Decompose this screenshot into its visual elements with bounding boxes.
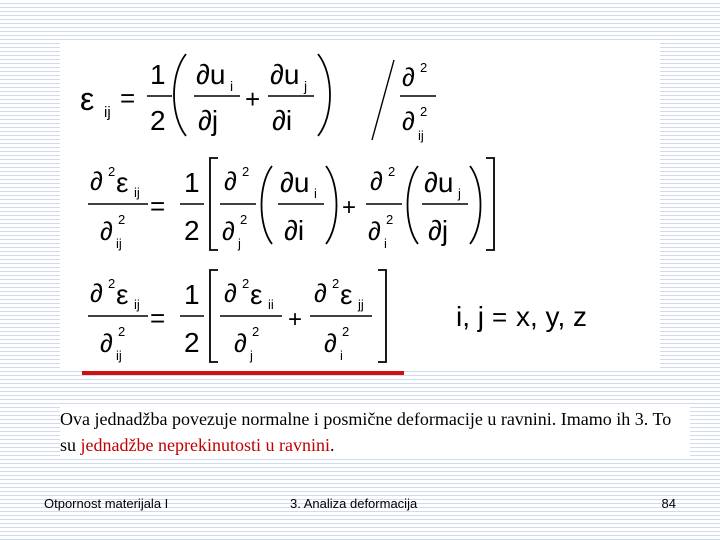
equals-sign: = — [492, 302, 508, 332]
partial-symbol: ∂ — [90, 166, 103, 196]
partial-u: ∂u — [280, 167, 310, 198]
footer-course: Otpornost materijala I — [44, 496, 169, 511]
subscript: ij — [418, 128, 424, 143]
fraction-denominator: ∂i — [272, 105, 293, 136]
superscript: 2 — [240, 212, 248, 227]
equation-compatibility — [88, 270, 386, 363]
partial-symbol: ∂ — [100, 216, 113, 246]
subscript: ij — [134, 185, 140, 200]
partial-u: ∂u — [270, 59, 300, 90]
fraction-denominator: 2 — [184, 327, 200, 358]
left-parenthesis — [174, 54, 186, 136]
partial-symbol: ∂ — [224, 278, 237, 308]
equation-second-derivative — [88, 158, 494, 251]
superscript: 2 — [386, 212, 394, 227]
partial-symbol: ∂ — [224, 166, 237, 196]
fraction-numerator: 1 — [184, 167, 200, 198]
subscript: j — [238, 236, 241, 251]
plus-sign: + — [288, 306, 303, 333]
subscript: jj — [358, 297, 364, 312]
subscript: ij — [134, 297, 140, 312]
superscript: 2 — [388, 164, 396, 179]
right-parenthesis — [470, 166, 481, 244]
partial-symbol: ∂ — [222, 216, 235, 246]
partial-symbol: ∂ — [234, 328, 247, 358]
subscript: j — [304, 78, 308, 94]
partial-u: ∂u — [196, 59, 226, 90]
partial-symbol: ∂ — [100, 328, 113, 358]
subscript: ij — [116, 236, 122, 251]
equals-sign: = — [120, 83, 136, 113]
equals-sign: = — [150, 191, 166, 221]
fraction-numerator: 1 — [184, 279, 200, 310]
epsilon-symbol: ε — [116, 167, 129, 198]
superscript: 2 — [108, 276, 116, 291]
partial-symbol: ∂ — [314, 278, 327, 308]
subscript: ij — [104, 104, 111, 121]
partial-symbol: ∂ — [368, 216, 381, 246]
left-bracket — [210, 158, 218, 250]
superscript: 2 — [342, 324, 350, 339]
left-bracket — [210, 270, 218, 362]
equals-sign: = — [150, 303, 166, 333]
subscript: i — [314, 186, 317, 201]
fraction-numerator: 1 — [150, 59, 166, 90]
epsilon-symbol: ε — [340, 279, 353, 310]
fraction-denominator: 2 — [184, 215, 200, 246]
body-paragraph — [60, 406, 690, 458]
right-parenthesis — [318, 54, 330, 136]
superscript: 2 — [108, 164, 116, 179]
subscript: i — [230, 78, 234, 94]
equation-index-range — [456, 301, 587, 332]
superscript: 2 — [420, 104, 428, 119]
index-range-lhs: i, j — [456, 301, 484, 332]
fraction-denominator: ∂j — [428, 215, 449, 246]
partial-u: ∂u — [424, 167, 454, 198]
partial-symbol: ∂ — [90, 278, 103, 308]
epsilon-symbol: ε — [116, 279, 129, 310]
sentence-period: . — [329, 435, 335, 455]
epsilon-symbol: ε — [80, 81, 95, 117]
equation-strain-definition — [80, 54, 436, 143]
plus-sign: + — [245, 84, 261, 114]
subscript: i — [340, 348, 343, 363]
superscript: 2 — [252, 324, 260, 339]
fraction-denominator: 2 — [150, 105, 166, 136]
subscript: ii — [268, 297, 274, 312]
slash — [372, 60, 394, 140]
subscript: i — [384, 236, 387, 251]
right-parenthesis — [326, 166, 337, 244]
fraction-denominator: ∂j — [198, 105, 219, 136]
superscript: 2 — [242, 164, 250, 179]
footer-page-number: 84 — [661, 496, 676, 511]
superscript: 2 — [420, 60, 428, 75]
subscript: ij — [116, 348, 122, 363]
superscript: 2 — [118, 324, 126, 339]
partial-symbol: ∂ — [324, 328, 337, 358]
body-sentence: Ova jednadžba povezuje normalne i posmične deformacije u ravnini. Imamo ih 3. To su — [60, 409, 672, 455]
footer-chapter: 3. Analiza deformacija — [290, 496, 418, 511]
epsilon-symbol: ε — [250, 279, 263, 310]
partial-symbol: ∂ — [402, 62, 415, 92]
right-bracket — [378, 270, 386, 362]
subscript: j — [458, 186, 461, 201]
superscript: 2 — [332, 276, 340, 291]
subscript: j — [250, 348, 253, 363]
highlighted-phrase: jednadžbe neprekinutosti u ravnini — [80, 435, 330, 455]
superscript: 2 — [118, 212, 126, 227]
plus-sign: + — [342, 194, 357, 221]
superscript: 2 — [242, 276, 250, 291]
partial-symbol: ∂ — [402, 106, 415, 136]
left-parenthesis — [262, 166, 273, 244]
index-range-rhs: x, y, z — [516, 301, 588, 332]
fraction-denominator: ∂i — [284, 215, 305, 246]
partial-symbol: ∂ — [370, 166, 383, 196]
left-parenthesis — [408, 166, 419, 244]
right-bracket — [486, 158, 494, 250]
